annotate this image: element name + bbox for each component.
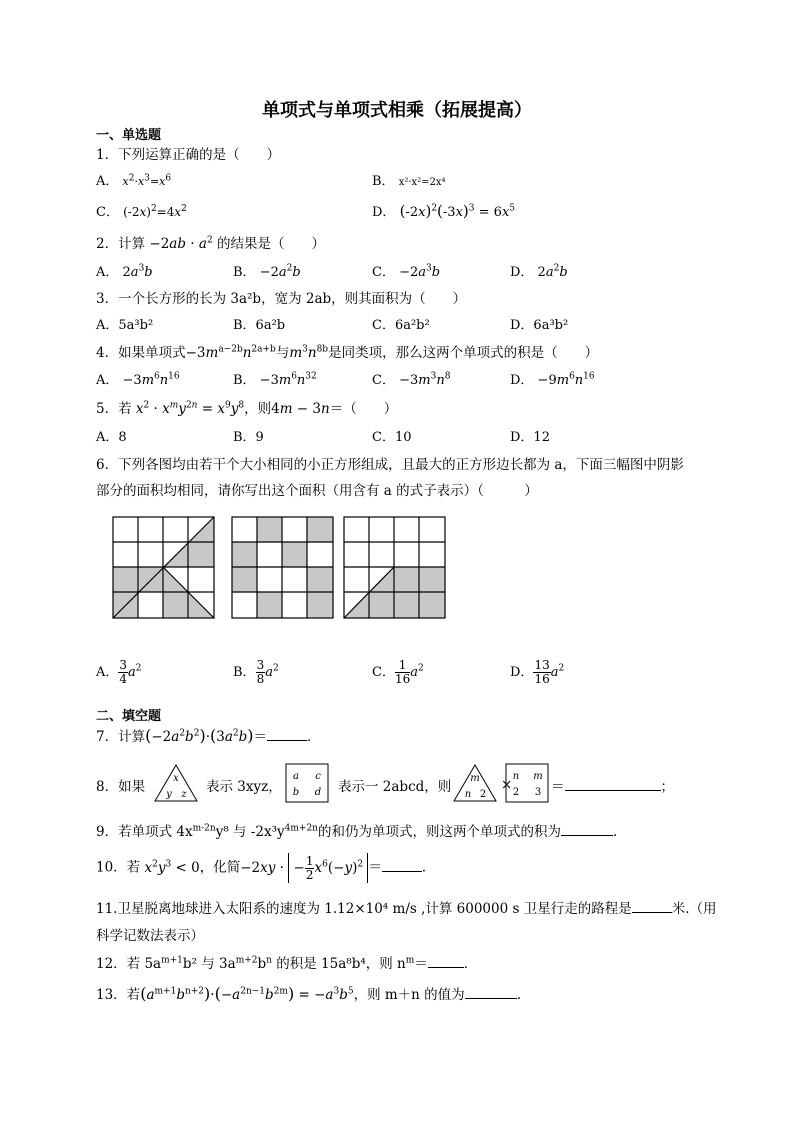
q10-expression: −2xy · − $\frac{1}{2}$ $x^6(-y)^2$ [240,860,368,876]
q13-equation: $(a^{m+1}b^{n+2})\cdot(-a^{2n-1}b^{2m}) = -a^3b^5$ [140,984,354,1003]
q6-figure-2 [231,516,334,619]
q5-equation: $x^2 \cdot x^my^{2n} = x^9y^8$ [135,400,245,417]
q12-text-3: b [257,956,267,972]
q5-stem-mid: ，则 [244,401,272,417]
tri2-left: n [464,789,472,800]
q7-answer-blank[interactable] [267,740,307,741]
q6-figure-1 [112,516,215,619]
box1-tl: a [293,771,299,782]
q4-stem-mid: 与 [275,345,290,361]
q8-box-1 [285,763,329,803]
q3-option-d: D．6a³b² [510,318,569,333]
q1-option-b-label: B． [372,174,395,189]
q2-option-b: B． $-2a^2b$ [233,263,301,280]
box1-bl: b [292,787,300,798]
q2-stem-pre: 2．计算 [96,236,146,252]
question-11-line-2: 科学记数法表示） [96,928,204,944]
q1-option-a [96,170,171,189]
q1-option-a-expr: $x^2\cdot x^3=x^6$ [122,173,172,188]
question-6-line-1: 6．下列各图均由若干个大小相同的小正方形组成，且最大的正方形边长都为 a，下面三幅图中阴影 [96,457,684,473]
q5-option-c: C．10 [372,430,412,445]
q4-option-d: D． $-9m^6n^{16}$ [510,371,595,388]
q9-exponent-2: 4m+2n [284,823,318,834]
q13-answer-blank[interactable] [465,998,517,999]
q4-option-c: C． $-3m^3n^8$ [372,371,451,388]
q7-expression: $(-2a^2b^2)\cdot(3a^2b)$ [145,726,254,745]
q6-option-d: D． $\frac{13}{16}$ $a^2$ [510,658,565,686]
q12-sup-3: n [266,955,272,966]
q12-sup-1: m+1 [161,955,183,966]
page-title: 单项式与单项式相乘（拓展提高） [262,100,532,121]
box2-br: 3 [534,787,542,798]
q8-equals: ＝ [551,779,565,795]
q1-option-d [372,201,515,220]
question-11-line-1 [96,897,717,917]
q8-multiply-sign: × [501,777,513,793]
q5-option-d: D．12 [510,430,550,445]
q8-answer-blank[interactable] [565,790,661,791]
q10-condition: $x^2y^3 < 0$ [144,859,200,876]
q6-option-b: B． $\frac{3}{8}$ $a^2$ [233,658,279,686]
tri2-top: m [470,773,480,784]
question-12-stem: 12．若 $5a^{m+1}b^2$ 与 $3a^{m+2}b^n$ 的积是 15a⁸b⁴，则 $n^m=$ ． [96,955,478,972]
q4-option-b: B． $-3m^6n^{32}$ [233,371,317,388]
q12-text-1: 12．若 5a [96,956,162,972]
tri1-right: z [181,789,187,800]
q8-triangle-1 [153,763,199,803]
q1-option-c-label: C． [96,205,119,220]
q10-stem-mid: ，化简 [199,859,241,876]
q9-stem-pre: 9．若单项式 4x [96,824,193,840]
q12-text-2: b² 与 3a [182,956,236,972]
q4-option-a: A． $-3m^6n^{16}$ [96,371,180,388]
q12-answer-blank[interactable] [428,967,464,968]
question-2-stem [96,232,325,252]
q8-box-2 [505,763,549,803]
q6-option-a: A． $\frac{3}{4}$ $a^2$ [96,658,142,686]
q13-stem-pre: 13．若 [96,987,141,1003]
q1-option-a-label: A． [96,174,119,189]
q8-text-1: 8．如果 [96,779,146,795]
q8-answer-line [551,775,674,795]
tri1-left: y [166,789,172,800]
q12-text-5: ＝ [414,956,428,972]
q1-option-d-label: D． [372,205,396,220]
section-heading-choice: 一、单选题 [96,128,162,143]
q1-option-c-expr: $(-2x)^2=4x^2$ [123,204,187,219]
q2-option-d: D． $2a^2b$ [510,263,568,280]
q10-stem-pre: 10．若 [96,859,141,876]
q3-option-c: C．6a²b² [372,318,430,333]
q9-answer-blank[interactable] [561,835,613,836]
q11-answer-blank[interactable] [632,912,672,913]
q5-option-b: B．9 [233,430,264,445]
q4-stem-post: 是同类项，那么这两个单项式的积是（ ） [328,345,599,361]
q5-stem-pre: 5．若 [96,401,132,417]
question-4-stem [96,341,598,361]
box2-tr: m [533,771,543,782]
q4-term-2: $m^3n^{8b}$ [289,344,329,361]
q5-expression: 4m − 3n [271,401,330,417]
q6-option-c: C． $\frac{1}{16}$ $a^2$ [372,658,424,686]
question-3-stem: 3．一个长方形的长为 3a²b，宽为 2ab，则其面积为（ ） [96,291,467,307]
q11-text-1b: 米.（用 [671,901,717,917]
q8-text-2: 表示 3xyz， [206,779,282,795]
question-10-stem: 10．若 $x^2y^3 < 0$，化简−2xy · − $\frac{1}{2}$ $x^6(-y)^2$ ＝ ． [96,853,436,882]
q8-triangle-2 [452,763,498,803]
q13-stem-post: ，则 m＋n 的值为 [353,987,465,1003]
question-1-stem: 1．下列运算正确的是（ ） [96,147,281,163]
question-13-stem: 13．若$(a^{m+1}b^{n+2})\cdot(-a^{2n-1}b^{2m}) = -a^3b^5$，则 m＋n 的值为 . [96,984,521,1003]
q1-option-b-expr: x²·x²=2x⁴ [398,177,446,188]
box1-tr: c [315,771,321,782]
question-7-stem: 7．计算$(-2a^2b^2)\cdot(3a^2b)=$ ． [96,726,321,745]
q1-option-b [372,170,446,189]
box2-bl: 2 [512,787,520,798]
q5-option-a: A．8 [96,430,127,445]
question-9-stem: 9．若单项式 $4x^{m-2n}y^8$ 与 $-2x^3y^{4m+2n}$的和仍为单项式，则这两个单项式的积为 ． [96,823,627,840]
q2-stem-post: 的结果是（ ） [216,236,325,252]
q3-option-b: B．6a²b [233,318,286,333]
q7-stem-post: ＝ [253,729,268,745]
box2-tl: n [512,771,520,782]
q8-text-3: 表示一 2abcd，则 [338,779,452,795]
q3-option-a: A．5a³b² [96,318,154,333]
q5-stem-post: ＝（ ） [329,401,398,417]
tri2-right: 2 [479,789,487,800]
q10-stem-post: ＝ [368,859,382,876]
question-5-stem [96,397,397,417]
q6-figure-3 [343,516,446,619]
q12-sup-4: m [405,955,415,966]
tri1-top: x [173,773,179,784]
q12-sup-2: m+2 [235,955,258,966]
q8-semicolon: ； [660,779,674,795]
q9-stem-post: 的和仍为单项式，则这两个单项式的积为 [317,824,561,840]
section-heading-fill: 二、填空题 [96,709,162,724]
q1-option-c [96,201,187,220]
question-6-line-2: 部分的面积均相同，请你写出这个面积（用含有 a 的式子表示）（ ） [96,483,538,499]
q4-term-1: $-3m^{a-2b}n^{2a+b}$ [185,344,276,361]
q11-text-1: 11.卫星脱离地球进入太阳系的速度为 1.12×10⁴ m/s ,计算 600000 s 卫星行走的路程是 [96,901,632,917]
q2-option-c: C． $-2a^3b$ [372,263,441,280]
q12-text-4: 的积是 15a⁸b⁴，则 n [271,956,406,972]
q10-answer-blank[interactable] [382,871,422,872]
q9-stem-mid: y⁸ 与 -2x³y [215,824,285,840]
q2-option-a: A． $2a^3b$ [96,263,153,280]
q1-option-d-expr: $(-2x)^2(-3x)^3 = 6x^5$ [399,202,516,220]
q4-stem-pre: 4．如果单项式 [96,345,186,361]
q9-exponent-1: m-2n [192,823,216,834]
q2-expression: $-2ab \cdot a^2$ [149,235,213,252]
box1-br: d [314,787,322,798]
q7-stem-pre: 7．计算 [96,729,146,745]
